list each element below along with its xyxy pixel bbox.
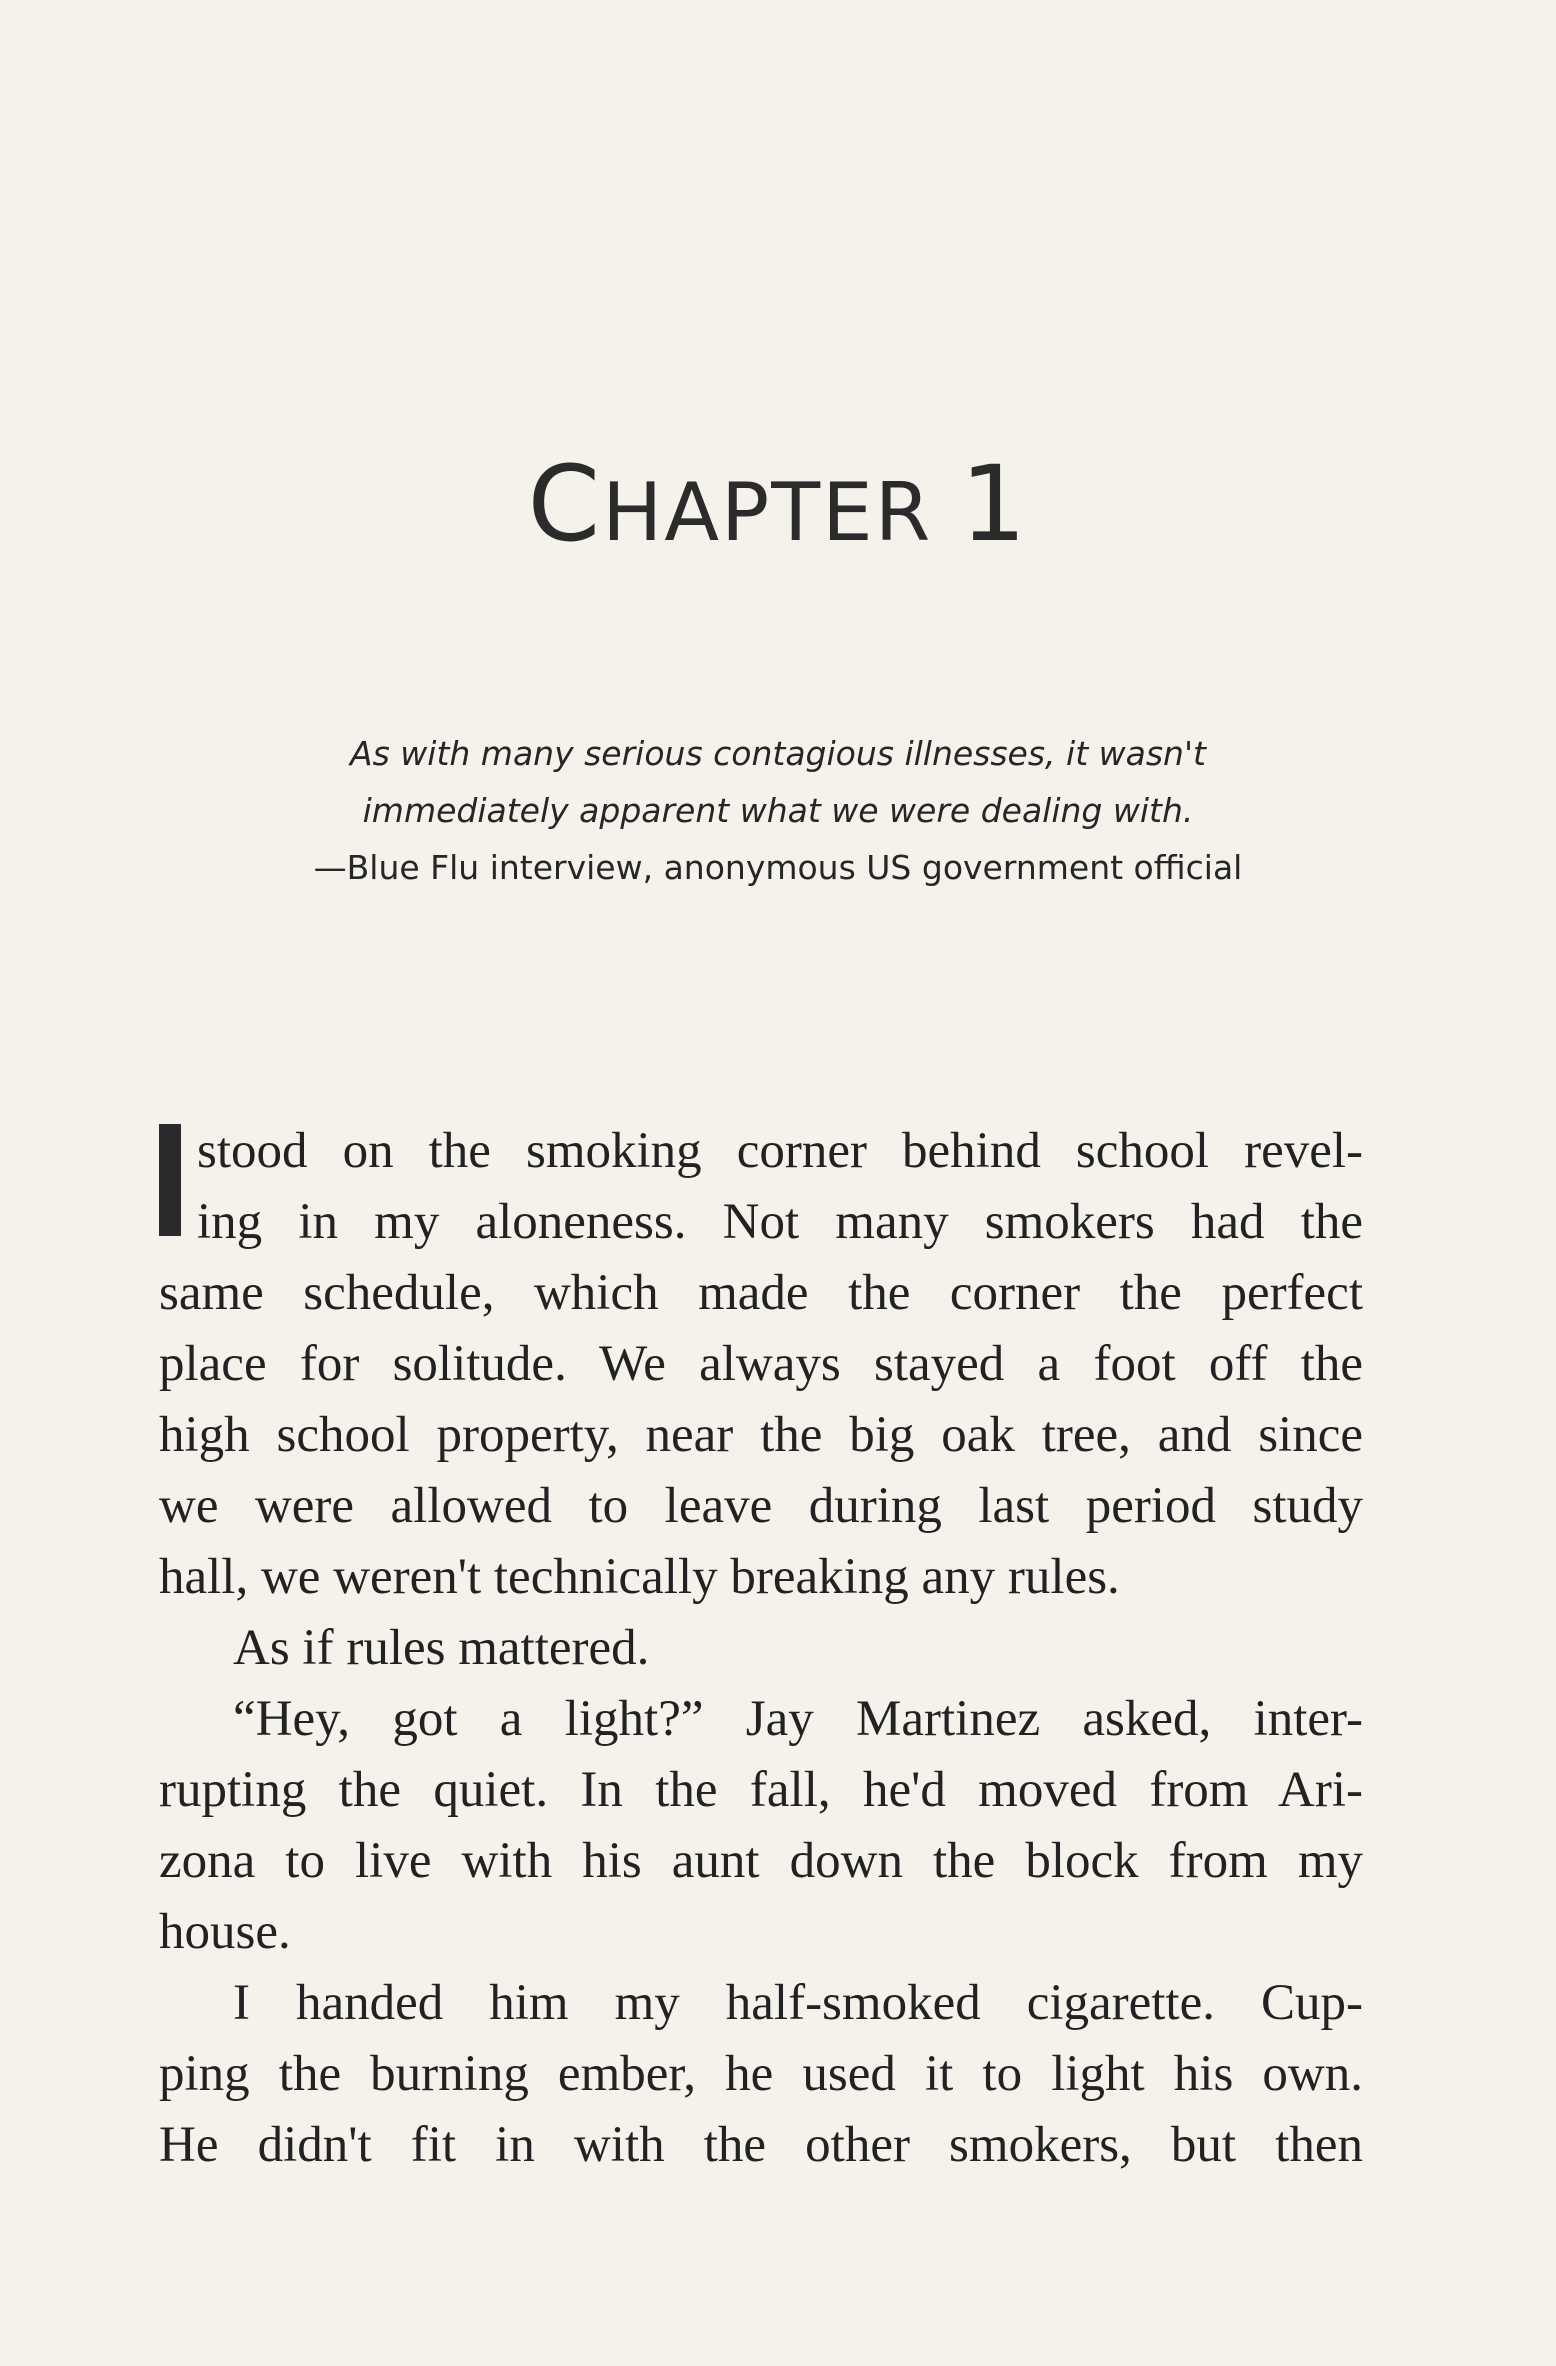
chapter-heading-initial: C [527, 443, 603, 565]
paragraph-2-line: As if rules mattered. [233, 1620, 650, 1676]
epigraph-quote-line-1: As with many serious contagious illnesses, it wasn't [350, 734, 1206, 773]
paragraph-3-line: zona to live with his aunt down the block from my [159, 1833, 1363, 1889]
paragraph-2 [159, 1613, 1363, 1684]
paragraph-4 [159, 1968, 1363, 2181]
paragraph-4-line: ping the burning ember, he used it to light his own. [159, 2046, 1363, 2102]
chapter-heading-word: HAPTER [602, 466, 933, 559]
paragraph-1-line: high school property, near the big oak tree, and since [159, 1407, 1363, 1463]
chapter-heading [0, 443, 1556, 565]
paragraph-3 [159, 1684, 1363, 1968]
paragraph-1-line: stood on the smoking corner behind school revel- [197, 1123, 1363, 1179]
paragraph-1-line: hall, we weren't technically breaking any rules. [159, 1549, 1120, 1605]
epigraph [0, 726, 1556, 896]
chapter-body [159, 1116, 1363, 2181]
paragraph-3-line: house. [159, 1904, 291, 1960]
drop-cap [159, 1124, 181, 1236]
paragraph-4-line: I handed him my half-smoked cigarette. Cup- [233, 1975, 1363, 2031]
epigraph-quote-line-2: immediately apparent what we were dealing with. [362, 790, 1194, 830]
chapter-number: 1 [960, 443, 1029, 565]
paragraph-1 [159, 1116, 1363, 1613]
paragraph-3-line: “Hey, got a light?” Jay Martinez asked, inter- [233, 1691, 1363, 1747]
paragraph-1-line: place for solitude. We always stayed a foot off the [159, 1336, 1363, 1392]
paragraph-1-line: we were allowed to leave during last period study [159, 1478, 1363, 1534]
paragraph-1-line: same schedule, which made the corner the perfect [159, 1265, 1363, 1321]
paragraph-4-line: He didn't fit in with the other smokers, but then [159, 2117, 1363, 2173]
paragraph-3-line: rupting the quiet. In the fall, he'd moved from Ari- [159, 1762, 1363, 1818]
paragraph-1-line: ing in my aloneness. Not many smokers had the [197, 1194, 1363, 1250]
epigraph-attribution: —Blue Flu interview, anonymous US government official [313, 847, 1243, 887]
